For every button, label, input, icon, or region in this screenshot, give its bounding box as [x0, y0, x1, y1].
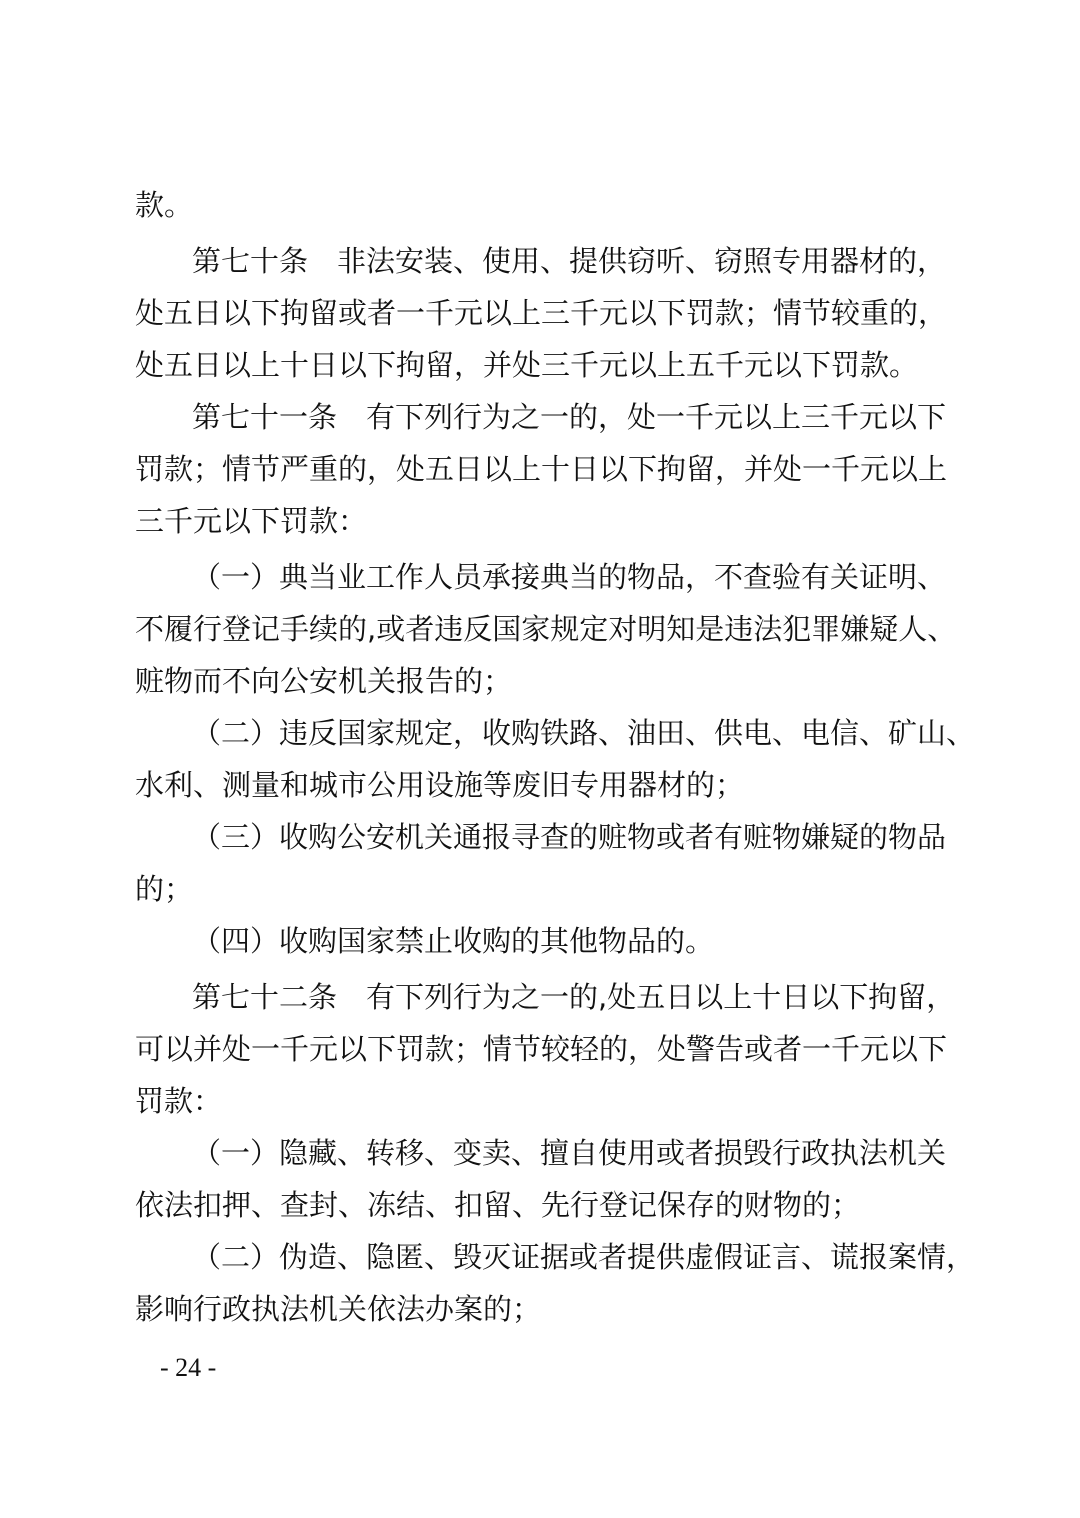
text-line: 不履行登记手续的,或者违反国家规定对明知是违法犯罪嫌疑人、	[135, 612, 957, 646]
text-line: 的；	[135, 872, 194, 906]
text-line: 罚款；情节严重的，处五日以上十日以下拘留，并处一千元以上	[135, 452, 948, 486]
article-72-heading-line: 第七十二条 有下列行为之一的,处五日以上十日以下拘留，	[192, 980, 956, 1014]
clause-item-line: （二）违反国家规定，收购铁路、油田、供电、电信、矿山、	[192, 716, 976, 750]
text-line: 三千元以下罚款：	[135, 504, 368, 538]
text-line: 处五日以下拘留或者一千元以上三千元以下罚款；情节较重的，	[135, 296, 948, 330]
clause-item-line: （三）收购公安机关通报寻查的赃物或者有赃物嫌疑的物品	[192, 820, 947, 854]
page-number: - 24 -	[160, 1353, 217, 1382]
article-71-heading-line: 第七十一条 有下列行为之一的，处一千元以上三千元以下	[192, 400, 947, 434]
clause-item-line: （一）隐藏、转移、变卖、擅自使用或者损毁行政执法机关	[192, 1136, 947, 1170]
clause-item-line: （一）典当业工作人员承接典当的物品，不查验有关证明、	[192, 560, 947, 594]
clause-item-line: （二）伪造、隐匿、毁灭证据或者提供虚假证言、谎报案情，	[192, 1240, 976, 1274]
text-line: 影响行政执法机关依法办案的；	[135, 1292, 542, 1326]
clause-item-line: （四）收购国家禁止收购的其他物品的。	[192, 924, 715, 958]
text-line: 处五日以上十日以下拘留，并处三千元以上五千元以下罚款。	[135, 348, 919, 382]
text-line: 赃物而不向公安机关报告的；	[135, 664, 513, 698]
text-line: 款。	[135, 188, 194, 222]
text-line: 依法扣押、查封、冻结、扣留、先行登记保存的财物的；	[135, 1188, 861, 1222]
text-line: 罚款：	[135, 1084, 223, 1118]
text-line: 可以并处一千元以下罚款；情节较轻的，处警告或者一千元以下	[135, 1032, 948, 1066]
article-70-heading-line: 第七十条 非法安装、使用、提供窃听、窃照专用器材的，	[192, 244, 947, 278]
text-line: 水利、测量和城市公用设施等废旧专用器材的；	[135, 768, 745, 802]
